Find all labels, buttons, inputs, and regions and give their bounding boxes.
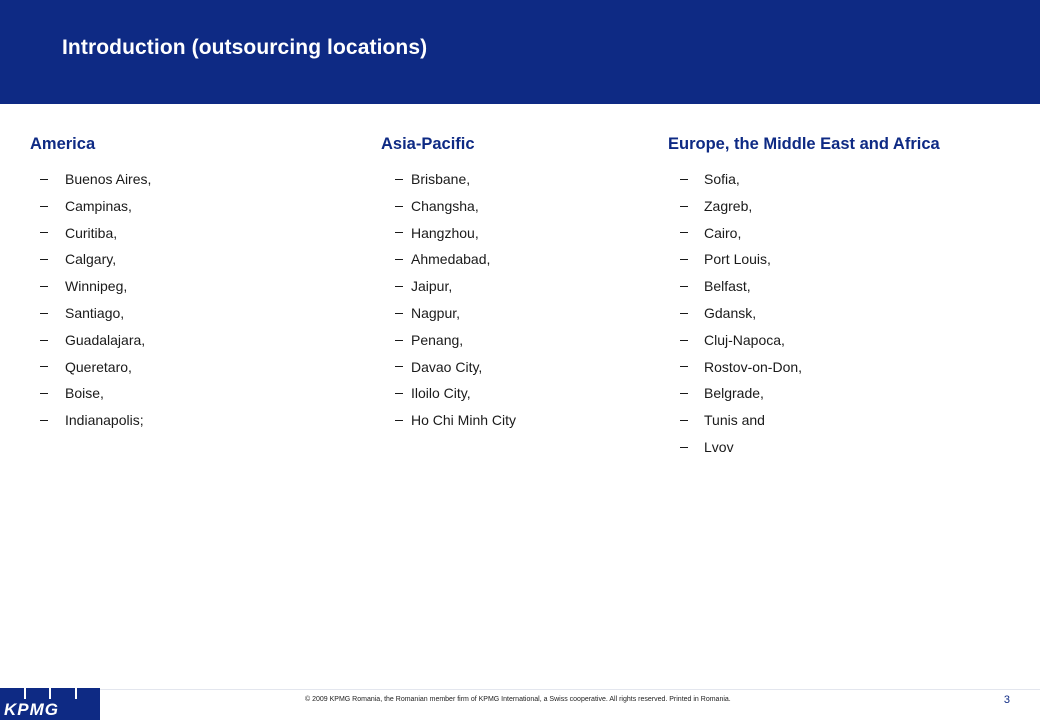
list-item (668, 166, 940, 193)
list-item-text: Davao City, (411, 358, 483, 375)
list-item-text: Santiago, (65, 304, 125, 321)
list-item (381, 407, 516, 434)
column-asia-pacific (381, 132, 516, 434)
list-item (668, 434, 940, 461)
list-item-text: Curitiba, (65, 224, 118, 241)
list-item-text: Lvov (704, 438, 734, 455)
list-item-text: Ahmedabad, (411, 251, 491, 268)
dash-bullet-icon (680, 420, 688, 421)
list-item-text: Belgrade, (704, 385, 764, 402)
list-item-text: Ho Chi Minh City (411, 412, 517, 429)
list-item (381, 166, 516, 193)
location-list (381, 166, 516, 434)
dash-bullet-icon (40, 366, 48, 367)
dash-bullet-icon (395, 232, 403, 233)
column-america (30, 132, 151, 434)
list-item (381, 193, 516, 220)
list-item (30, 300, 151, 327)
list-item-text: Guadalajara, (65, 331, 146, 348)
list-item-text: Winnipeg, (65, 278, 128, 295)
column-heading: Europe, the Middle East and Africa (668, 135, 940, 153)
list-item-text: Rostov-on-Don, (704, 358, 803, 375)
list-item-text: Belfast, (704, 278, 751, 295)
list-item (30, 246, 151, 273)
list-item (30, 327, 151, 354)
slide-title: Introduction (outsourcing locations) (62, 36, 428, 59)
list-item-text: Tunis and (704, 412, 765, 429)
dash-bullet-icon (40, 420, 48, 421)
list-item (30, 354, 151, 381)
list-item (668, 354, 940, 381)
dash-bullet-icon (680, 366, 688, 367)
dash-bullet-icon (680, 340, 688, 341)
copyright-notice: © 2009 KPMG Romania, the Romanian member firm of KPMG International, a Swiss cooperative. All rights reserved. Printed in Romania. (305, 696, 731, 703)
dash-bullet-icon (680, 393, 688, 394)
list-item (30, 407, 151, 434)
list-item-text: Brisbane, (411, 171, 471, 187)
dash-bullet-icon (680, 447, 688, 448)
list-item (381, 380, 516, 407)
kpmg-logo (0, 688, 100, 720)
list-item-text: Penang, (411, 331, 464, 348)
dash-bullet-icon (680, 206, 688, 207)
list-item (381, 220, 516, 247)
list-item (668, 273, 940, 300)
dash-bullet-icon (395, 366, 403, 367)
list-item (30, 273, 151, 300)
location-list (668, 166, 940, 461)
dash-bullet-icon (395, 206, 403, 207)
list-item (30, 193, 151, 220)
list-item (30, 380, 151, 407)
list-item (381, 300, 516, 327)
list-item (668, 300, 940, 327)
dash-bullet-icon (40, 340, 48, 341)
list-item-text: Sofia, (704, 171, 740, 187)
list-item (30, 220, 151, 247)
list-item-text: Indianapolis; (65, 412, 144, 429)
dash-bullet-icon (395, 179, 403, 180)
dash-bullet-icon (680, 232, 688, 233)
page-number: 3 (1003, 694, 1010, 706)
list-item-text: Jaipur, (411, 278, 453, 295)
dash-bullet-icon (40, 232, 48, 233)
list-item-text: Zagreb, (704, 197, 753, 214)
column-heading: America (30, 135, 96, 153)
list-item-text: Changsha, (411, 197, 479, 214)
dash-bullet-icon (680, 286, 688, 287)
column-heading: Asia-Pacific (381, 135, 475, 153)
dash-bullet-icon (40, 179, 48, 180)
list-item-text: Cluj-Napoca, (704, 331, 785, 348)
list-item-text: Iloilo City, (411, 385, 471, 402)
list-item-text: Port Louis, (704, 251, 771, 268)
list-item-text: Queretaro, (65, 358, 132, 375)
dash-bullet-icon (680, 179, 688, 180)
dash-bullet-icon (40, 313, 48, 314)
dash-bullet-icon (40, 286, 48, 287)
logo-wordmark: KPMG (0, 699, 100, 720)
list-item (381, 327, 516, 354)
dash-bullet-icon (40, 393, 48, 394)
list-item-text: Hangzhou, (411, 224, 479, 241)
dash-bullet-icon (395, 393, 403, 394)
list-item-text: Campinas, (65, 197, 132, 214)
list-item (668, 193, 940, 220)
title-bar (0, 0, 1040, 104)
location-list (30, 166, 151, 434)
dash-bullet-icon (395, 340, 403, 341)
dash-bullet-icon (40, 206, 48, 207)
list-item (381, 273, 516, 300)
list-item-text: Nagpur, (411, 304, 461, 321)
list-item (30, 166, 151, 193)
list-item-text: Cairo, (704, 224, 742, 241)
column-emea (668, 132, 940, 461)
dash-bullet-icon (395, 259, 403, 260)
list-item (668, 220, 940, 247)
dash-bullet-icon (680, 259, 688, 260)
list-item (381, 246, 516, 273)
dash-bullet-icon (395, 286, 403, 287)
list-item (668, 380, 940, 407)
list-item-text: Calgary, (65, 251, 117, 268)
list-item (668, 327, 940, 354)
list-item-text: Gdansk, (704, 304, 757, 321)
footer-divider (100, 689, 1040, 690)
dash-bullet-icon (680, 313, 688, 314)
dash-bullet-icon (40, 259, 48, 260)
list-item-text: Boise, (65, 385, 104, 402)
list-item-text: Buenos Aires, (65, 171, 152, 187)
list-item (381, 354, 516, 381)
dash-bullet-icon (395, 313, 403, 314)
list-item (668, 407, 940, 434)
dash-bullet-icon (395, 420, 403, 421)
list-item (668, 246, 940, 273)
